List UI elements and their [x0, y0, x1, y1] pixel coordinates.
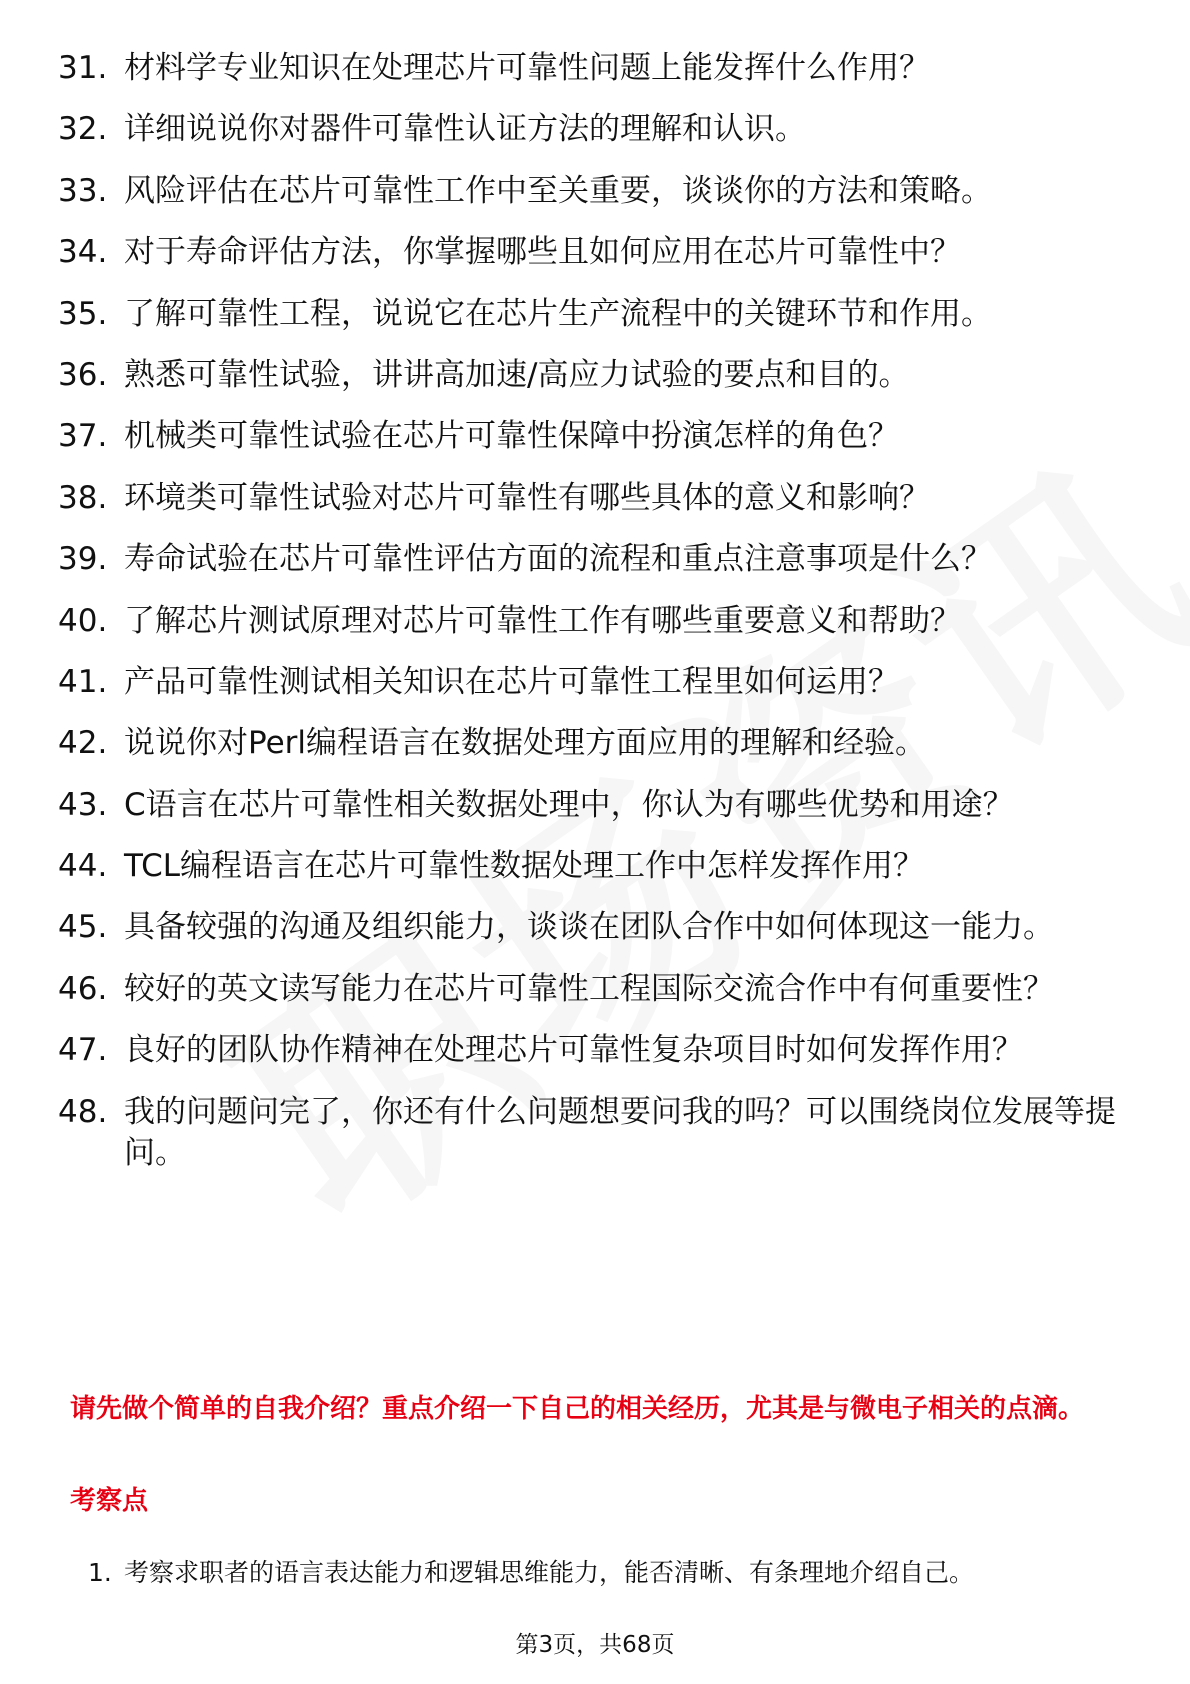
- question-number: 31.: [58, 50, 108, 86]
- question-text: 产品可靠性测试相关知识在芯片可靠性工程里如何运用？: [124, 663, 899, 700]
- list-item: [58, 109, 1118, 150]
- question-text: 较好的英文读写能力在芯片可靠性工程国际交流合作中有何重要性？: [124, 970, 1054, 1007]
- list-item: [58, 1092, 1118, 1174]
- list-item: [58, 355, 1118, 396]
- list-item: [58, 785, 1118, 826]
- question-text: 说说你对Perl编程语言在数据处理方面应用的理解和经验。: [124, 725, 927, 762]
- question-number: 48.: [58, 1093, 108, 1130]
- list-item: [58, 232, 1118, 273]
- page-number: 第3页，共68页: [515, 1632, 675, 1658]
- question-number: 42.: [58, 725, 108, 762]
- section-title: 请先做个简单的自我介绍？重点介绍一下自己的相关经历，尤其是与微电子相关的点滴。: [70, 1394, 1085, 1424]
- question-number: 47.: [58, 1032, 108, 1069]
- section-subtitle: 考察点: [70, 1486, 149, 1516]
- question-text: 具备较强的沟通及组织能力，谈谈在团队合作中如何体现这一能力。: [124, 909, 1054, 946]
- list-item: [58, 662, 1118, 703]
- question-text: 材料学专业知识在处理芯片可靠性问题上能发挥什么作用？: [124, 50, 930, 86]
- question-text: 详细说说你对器件可靠性认证方法的理解和认识。: [124, 111, 806, 148]
- question-number: 36.: [58, 356, 108, 393]
- question-number: 45.: [58, 909, 108, 946]
- question-number: 38.: [58, 479, 108, 516]
- list-item: [58, 723, 1118, 764]
- question-number: 33.: [58, 172, 108, 209]
- list-item: [58, 1030, 1118, 1071]
- question-number: 41.: [58, 663, 108, 700]
- list-item: [58, 416, 1118, 457]
- list-item: [58, 969, 1118, 1010]
- question-number: 46.: [58, 970, 108, 1007]
- question-text: 寿命试验在芯片可靠性评估方面的流程和重点注意事项是什么？: [124, 541, 992, 578]
- point-number: 1.: [88, 1558, 112, 1587]
- list-item: [58, 907, 1118, 948]
- list-item: [58, 294, 1118, 335]
- assessment-point-list: [88, 1556, 1128, 1590]
- list-item: [58, 846, 1118, 887]
- question-text: C语言在芯片可靠性相关数据处理中，你认为有哪些优势和用途？: [124, 786, 1014, 823]
- question-number: 35.: [58, 295, 108, 332]
- list-item: [58, 539, 1118, 580]
- question-number: 43.: [58, 786, 108, 823]
- question-number: 39.: [58, 541, 108, 578]
- question-text: 我的问题问完了，你还有什么问题想要问我的吗？可以围绕岗位发展等提问。: [124, 1093, 1116, 1171]
- list-item: [58, 171, 1118, 212]
- question-text: 对于寿命评估方法，你掌握哪些且如何应用在芯片可靠性中？: [124, 234, 961, 271]
- point-text: 考察求职者的语言表达能力和逻辑思维能力，能否清晰、有条理地介绍自己。: [124, 1558, 975, 1587]
- question-text: 熟悉可靠性试验，讲讲高加速/高应力试验的要点和目的。: [124, 356, 910, 393]
- question-text: 风险评估在芯片可靠性工作中至关重要，谈谈你的方法和策略。: [124, 172, 992, 209]
- question-number: 37.: [58, 418, 108, 455]
- question-text: 机械类可靠性试验在芯片可靠性保障中扮演怎样的角色？: [124, 418, 899, 455]
- list-item: [58, 48, 1118, 89]
- question-number: 32.: [58, 111, 108, 148]
- question-text: 了解芯片测试原理对芯片可靠性工作有哪些重要意义和帮助？: [124, 602, 961, 639]
- question-number: 40.: [58, 602, 108, 639]
- question-number: 44.: [58, 848, 108, 885]
- question-list: [58, 48, 1118, 1194]
- question-text: 环境类可靠性试验对芯片可靠性有哪些具体的意义和影响？: [124, 479, 930, 516]
- list-item: [88, 1556, 1128, 1590]
- question-text: 良好的团队协作精神在处理芯片可靠性复杂项目时如何发挥作用？: [124, 1032, 1023, 1069]
- question-text: TCL编程语言在芯片可靠性数据处理工作中怎样发挥作用？: [124, 848, 925, 885]
- question-number: 34.: [58, 234, 108, 271]
- list-item: [58, 601, 1118, 642]
- question-text: 了解可靠性工程，说说它在芯片生产流程中的关键环节和作用。: [124, 295, 992, 332]
- list-item: [58, 478, 1118, 519]
